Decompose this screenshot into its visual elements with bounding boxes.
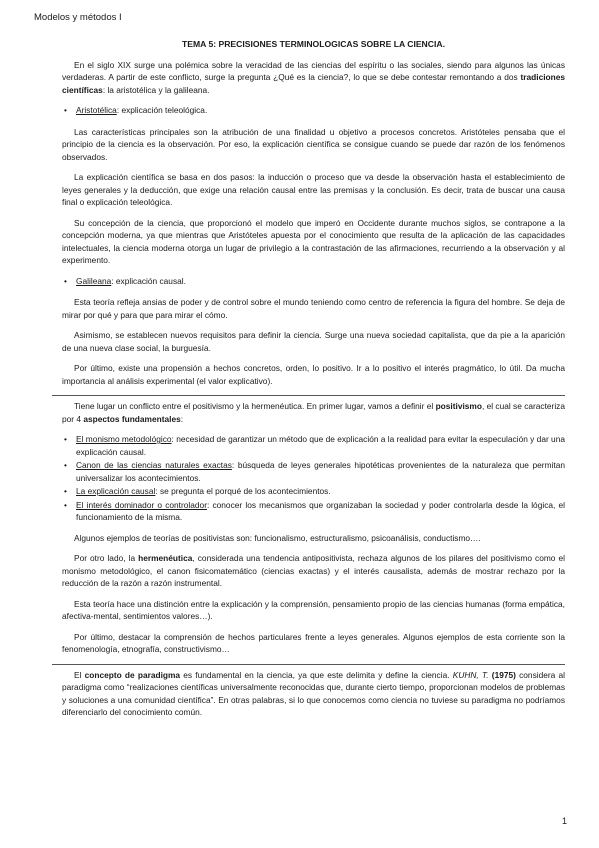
bold-term: hermenéutica <box>138 553 193 563</box>
text: : <box>180 413 184 424</box>
text: es fundamental en la ciencia, ya que este delimita y define la ciencia. <box>180 669 453 680</box>
positivismo-paragraph <box>62 400 565 425</box>
section-divider <box>52 664 565 665</box>
bullet-text: : búsqueda de leyes generales hipotéticas provenientes de la naturaleza que permitan universalizar los acontecimientos. <box>76 460 565 483</box>
bullet-label: Aristotélica <box>76 105 117 115</box>
paragraph: Asimismo, se establecen nuevos requisitos para definir la ciencia. Surge una nueva sociedad capitalista, que da pie a la aparición de una nueva clase social, la burguesía. <box>62 330 565 353</box>
paragraph: Por último, destacar la comprensión de hechos particulares frente a leyes generales. Algunos ejemplos de esta corriente son la fenomenología, etnografía, constructivismo… <box>62 631 565 654</box>
bullet-label: El interés dominador o controlador <box>76 499 207 510</box>
hermeneutica-paragraph <box>62 552 565 590</box>
text: considera al paradigma como “realizaciones científicas universalmente reconocidas que, durante cierto tiempo, proporcionan modelos de problemas y soluciones a una comunidad científica”. En otras palabras, si lo que conocemos como ciencia no tuviese su paradigma no podríamos diferenciarlo del conocimiento común. <box>62 669 565 717</box>
bullet-label: La explicación causal <box>76 486 156 496</box>
bold-term: positivismo <box>435 401 482 411</box>
bullet-galileana <box>62 275 565 288</box>
bullet-aristotelica <box>62 104 565 117</box>
paragraph: Esta teoría hace una distinción entre la explicación y la comprensión, pensamiento propio de las ciencias humanas (forma empática, afectiva-mental, sentimientos valores…). <box>62 598 565 621</box>
intro-paragraph <box>62 59 565 97</box>
bold-term: tradiciones científicas <box>62 72 565 95</box>
paragraph: Las características principales son la atribución de una finalidad u objetivo a procesos concretos. Aristóteles pensaba que el principio de la ciencia es la observación. Por eso, la explicación científica se consigue cuando se puede dar razón de los fenómenos observados. <box>62 126 565 162</box>
bullet-label: El monismo metodológico <box>76 434 172 444</box>
list-item <box>62 433 565 458</box>
bullet-text: : se pregunta el porqué de los acontecimientos. <box>155 486 331 496</box>
paragraph: Esta teoría refleja ansias de poder y de control sobre el mundo teniendo como centro de referencia la figura del hombre. Se deja de mirar por qué y para que para mirar el cómo. <box>62 297 565 320</box>
text: : la aristotélica y la galileana. <box>102 84 210 95</box>
bullet-label: Galileana <box>76 275 112 286</box>
text: , el cual se caracteriza por 4 <box>62 401 565 424</box>
bold-term: aspectos fundamentales <box>83 413 181 424</box>
text: , considerada una tendencia antipositivista, rechaza algunos de los pilares del positivismo como el monismo metodológico, el canon fisicomatemático (ciencias exactas) y el interés causalista, además de mostrar rechazo por la reducción de la razón a razón instrumental. <box>62 553 565 588</box>
text: El <box>74 669 85 680</box>
text: Por otro lado, la <box>74 553 139 563</box>
paradigma-paragraph <box>62 669 565 719</box>
text: Tiene lugar un conflicto entre el positivismo y la hermenéutica. En primer lugar, vamos a definir el <box>74 401 436 411</box>
paragraph: Por último, existe una propensión a hechos concretos, orden, lo positivo. Ir a lo positivo el interés pragmático, lo útil. Da mucha importancia al análisis experimental (el valor explicativo). <box>62 363 565 386</box>
list-item <box>62 485 565 498</box>
document-body <box>62 38 565 727</box>
aspects-list <box>62 433 565 524</box>
section-divider <box>52 395 565 396</box>
list-item <box>62 499 565 524</box>
bullet-label: Canon de las ciencias naturales exactas <box>76 460 232 470</box>
page-header: Modelos y métodos I <box>34 12 122 23</box>
bullet-text: : necesidad de garantizar un método que de explicación a la realidad para evitar la especulación y dar una explicación causal. <box>76 434 565 457</box>
bullet-text: : explicación teleológica. <box>116 105 208 115</box>
year: (1975) <box>488 669 516 680</box>
paragraph: Su concepción de la ciencia, que proporcionó el modelo que imperó en Occidente durante muchos siglos, se contrapone a la concepción moderna, ya que mientras que Aristóteles apuesta por el conocimiento que resulta de la aplicación de las capacidades intelectuales, la ciencia moderna otorga un lugar de privilegio a la contrastación de las afirmaciones, recurriendo a la observación y al experimento. <box>62 217 565 265</box>
paragraph: La explicación científica se basa en dos pasos: la inducción o proceso que va desde la observación hasta el establecimiento de leyes generales y la deducción, que exige una relación causal entre las premisas y la conclusión. Es decir, trata de buscar una causa final o explicación teleológica. <box>62 172 565 207</box>
bullet-text: : explicación causal. <box>111 275 186 286</box>
bullet-text: : conocer los mecanismos que organizaban la sociedad y poder controlarla desde la lógica, el funcionamiento de la misma. <box>76 499 565 522</box>
paragraph: Algunos ejemplos de teorías de positivistas son: funcionalismo, estructuralismo, psicoanálisis, conductismo…. <box>74 532 481 543</box>
bold-term: concepto de paradigma <box>84 669 181 680</box>
list-item <box>62 459 565 484</box>
section-title: TEMA 5: PRECISIONES TERMINOLOGICAS SOBRE LA CIENCIA. <box>182 39 445 49</box>
page-number: 1 <box>561 816 567 826</box>
text: En el siglo XIX surge una polémica sobre la veracidad de las ciencias del espíritu o las sociales, siendo para algunos las únicas verdaderas. A partir de este conflicto, surge la pregunta ¿Qué es la ciencia?, lo que se debe contestar remontando a dos <box>62 59 565 82</box>
author-name: KUHN, T. <box>452 669 489 680</box>
